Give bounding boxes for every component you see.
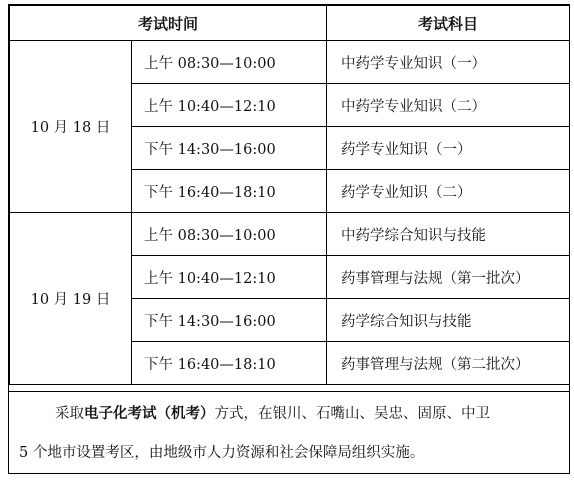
exam-time: 下午 16:40—18:10 xyxy=(132,342,327,385)
exam-subject: 药学综合知识与技能 xyxy=(327,299,570,342)
note-line-2: 5 个地市设置考区，由地级市人力资源和社会保障局组织实施。 xyxy=(19,445,425,461)
exam-time: 下午 16:40—18:10 xyxy=(132,170,327,213)
exam-time: 上午 08:30—10:00 xyxy=(132,41,327,84)
exam-time: 下午 14:30—16:00 xyxy=(132,127,327,170)
exam-subject: 中药学专业知识（一） xyxy=(327,41,570,84)
exam-note xyxy=(9,391,569,473)
exam-date: 10 月 19 日 xyxy=(10,213,132,385)
table-header-row xyxy=(10,6,570,41)
exam-subject: 药事管理与法规（第一批次） xyxy=(327,256,570,299)
exam-subject: 中药学专业知识（二） xyxy=(327,84,570,127)
exam-subject: 药事管理与法规（第二批次） xyxy=(327,342,570,385)
exam-schedule-table xyxy=(9,5,570,385)
note-emphasis: 电子化考试（机考） xyxy=(84,405,215,422)
table-row xyxy=(10,41,570,84)
exam-time: 下午 14:30—16:00 xyxy=(132,299,327,342)
exam-time: 上午 10:40—12:10 xyxy=(132,84,327,127)
table-row xyxy=(10,213,570,256)
exam-date: 10 月 18 日 xyxy=(10,41,132,213)
note-prefix: 采取 xyxy=(55,406,84,422)
note-line-1 xyxy=(55,402,490,423)
note-rest: 方式，在银川、石嘴山、吴忠、固原、中卫 xyxy=(214,406,490,422)
exam-time: 上午 10:40—12:10 xyxy=(132,256,327,299)
header-time: 考试时间 xyxy=(10,6,327,41)
exam-subject: 药学专业知识（二） xyxy=(327,170,570,213)
header-subject: 考试科目 xyxy=(327,6,570,41)
exam-subject: 中药学综合知识与技能 xyxy=(327,213,570,256)
exam-subject: 药学专业知识（一） xyxy=(327,127,570,170)
exam-time: 上午 08:30—10:00 xyxy=(132,213,327,256)
exam-schedule-document xyxy=(8,4,570,474)
